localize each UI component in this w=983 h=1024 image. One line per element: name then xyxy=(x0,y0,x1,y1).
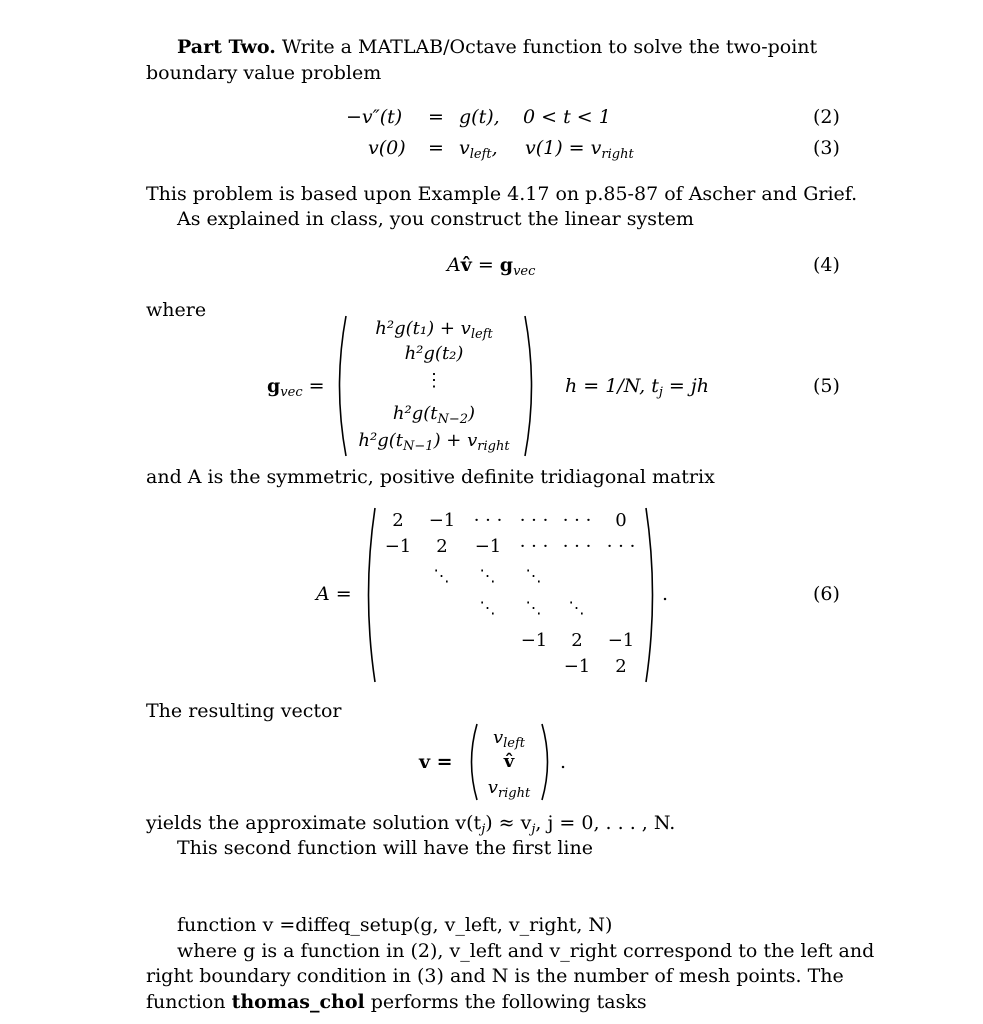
eq5-row1 xyxy=(375,318,492,342)
yields-part-c: , j = 0, . . . , N. xyxy=(535,812,676,834)
paragraph-problem-line1: This problem is based upon Example 4.17 on p.85-87 of Ascher and Grief. xyxy=(146,183,858,205)
eq6-lhs xyxy=(316,583,352,605)
eq5-row1-main: h²g(t₁) + v xyxy=(375,318,471,339)
eq5-row2 xyxy=(405,343,464,364)
paragraph-function-line3: right boundary condition in (3) and N is the number of mesh points. The xyxy=(146,965,844,987)
paragraph-yields-line2: This second function will have the first line xyxy=(177,837,593,859)
eq5-equals: = xyxy=(308,375,325,397)
eq6-ddots-r3c4: ⋱ xyxy=(525,566,543,585)
eq6-ddots-r4c5: ⋱ xyxy=(568,598,586,617)
eq4-vhat: v̂ xyxy=(460,254,472,276)
eq7-row3 xyxy=(488,777,530,801)
eq6-r1c2: −1 xyxy=(428,510,456,531)
eq5-row4-main: h²g(t xyxy=(392,403,438,424)
paragraph-problem-line2: As explained in class, you construct the linear system xyxy=(177,208,694,230)
eq6-r6c5: −1 xyxy=(563,656,591,677)
eq7-lhs-text: v = xyxy=(419,751,453,773)
eq2-number: (2) xyxy=(813,106,840,128)
paragraph-intro-line1 xyxy=(177,35,817,59)
eq5-row3 xyxy=(425,370,443,391)
paragraph-function-line1: function v =diffeq_setup(g, v_left, v_right, N) xyxy=(177,914,613,936)
intro-text: Write a MATLAB/Octave function to solve the two-point xyxy=(281,36,818,58)
yields-sub-j: j xyxy=(481,822,486,837)
eq5-g: g xyxy=(267,375,281,397)
eq5-row1-sub: left xyxy=(470,327,493,342)
eq5-side-end: = jh xyxy=(662,375,710,397)
eq6-period: . xyxy=(662,583,669,605)
eq6-r1c5: · · · xyxy=(562,510,592,531)
eq5-row2-main: h²g(t₂) xyxy=(404,343,464,364)
eq6-number: (6) xyxy=(813,583,840,605)
eq5-row5-sub2: right xyxy=(477,439,510,454)
eq4-expression xyxy=(447,254,535,279)
eq6-ddots-r4c3: ⋱ xyxy=(479,598,497,617)
eq3-cond-main: v(1) = v xyxy=(525,137,602,159)
eq6-r2c5: · · · xyxy=(562,536,592,557)
eq6-r5c4: −1 xyxy=(520,630,548,651)
eq6-r1c6: 0 xyxy=(615,510,627,531)
eq5-lhs xyxy=(267,375,325,400)
eq5-row5-main: h²g(t xyxy=(358,430,404,451)
paragraph-function-line4 xyxy=(146,990,647,1014)
eq6-r1c4: · · · xyxy=(519,510,549,531)
yields-part-a: yields the approximate solution v(t xyxy=(146,812,482,834)
function-line4-c: performs the following tasks xyxy=(364,991,647,1013)
eq5-row5-close: ) + v xyxy=(433,430,478,451)
eq3-rhs: $v_{left}$, xyxy=(459,137,498,162)
eq6-ddots-r4c4: ⋱ xyxy=(525,598,543,617)
eq4-number: (4) xyxy=(813,254,840,276)
eq6-ddots-r3c3: ⋱ xyxy=(479,566,497,585)
eq7-row1 xyxy=(493,727,525,751)
eq3-rhs-v: v xyxy=(459,137,470,159)
eq6-left-paren xyxy=(362,508,376,682)
eq5-gsub: vec xyxy=(280,385,303,400)
eq5-row5 xyxy=(358,430,509,454)
eq4-a: A xyxy=(447,254,461,276)
eq6-r1c3: · · · xyxy=(473,510,503,531)
eq7-period: . xyxy=(560,751,567,773)
eq7-row2: v̂ xyxy=(503,751,515,772)
function-line4-a: function xyxy=(146,991,232,1013)
eq2-condition: 0 < t < 1 xyxy=(523,106,611,128)
eq6-r6c6: 2 xyxy=(615,656,627,677)
eq5-row5-sub: N−1 xyxy=(403,439,434,454)
eq3-lhs: v(0) xyxy=(368,137,406,159)
eq6-lhs-text: A = xyxy=(316,583,352,605)
eq6-ddots-r3c2: ⋱ xyxy=(433,566,451,585)
eq5-number: (5) xyxy=(813,375,840,397)
eq4-equals: = xyxy=(471,254,500,276)
eq6-r1c1: 2 xyxy=(392,510,404,531)
eq5-row3-main: ⋮ xyxy=(425,370,443,391)
eq2-lhs: −v″(t) xyxy=(346,106,403,128)
eq7-r3-sub: right xyxy=(497,786,531,801)
eq6-r5c6: −1 xyxy=(607,630,635,651)
yields-part-b: ) ≈ v xyxy=(485,812,532,834)
eq2-equals: = xyxy=(428,106,444,128)
eq3-condition xyxy=(525,137,634,162)
eq7-right-paren xyxy=(541,724,553,800)
eq3-number: (3) xyxy=(813,137,840,159)
eq6-r2c1: −1 xyxy=(384,536,412,557)
paragraph-function-line2: where g is a function in (2), v_left and v_right correspond to the left and xyxy=(177,940,875,962)
eq4-g: g xyxy=(499,254,514,276)
eq4-gsub: vec xyxy=(513,264,536,279)
eq6-right-paren xyxy=(645,508,659,682)
eq5-right-paren xyxy=(524,316,538,456)
yields-sub-j2: j xyxy=(531,822,536,837)
eq6-r2c4: · · · xyxy=(519,536,549,557)
eq5-side xyxy=(565,375,709,400)
paragraph-intro-line2: boundary value problem xyxy=(146,62,382,84)
eq5-row4-sub: N−2 xyxy=(437,412,469,427)
eq5-left-paren xyxy=(333,316,347,456)
where-text: where xyxy=(146,299,207,321)
eq2-rhs: g(t), xyxy=(459,106,500,128)
paragraph-matrix-intro: and A is the symmetric, positive definite tridiagonal matrix xyxy=(146,466,715,488)
eq7-r1-v: v xyxy=(492,727,504,748)
eq6-r5c5: 2 xyxy=(571,630,583,651)
eq7-r1-sub: left xyxy=(503,736,526,751)
eq5-row4 xyxy=(393,403,475,427)
eq7-lhs xyxy=(419,751,453,773)
eq6-r2c6: · · · xyxy=(606,536,636,557)
eq3-rhs-sub: left xyxy=(469,147,492,162)
eq5-side-main: h = 1/N, t xyxy=(565,375,659,397)
thomas-chol-name: thomas_chol xyxy=(231,991,365,1013)
eq5-side-sub: j xyxy=(658,385,663,400)
eq6-r2c3: −1 xyxy=(474,536,502,557)
eq7-left-paren xyxy=(466,724,478,800)
eq7-r3-v: v xyxy=(487,777,498,798)
eq3-equals: = xyxy=(428,137,444,159)
paragraph-resulting-vector: The resulting vector xyxy=(146,700,342,722)
eq5-row4-close: ) xyxy=(468,403,476,424)
eq3-cond-sub: right xyxy=(601,147,634,162)
eq6-r2c2: 2 xyxy=(436,536,448,557)
section-heading: Part Two. xyxy=(177,36,276,58)
